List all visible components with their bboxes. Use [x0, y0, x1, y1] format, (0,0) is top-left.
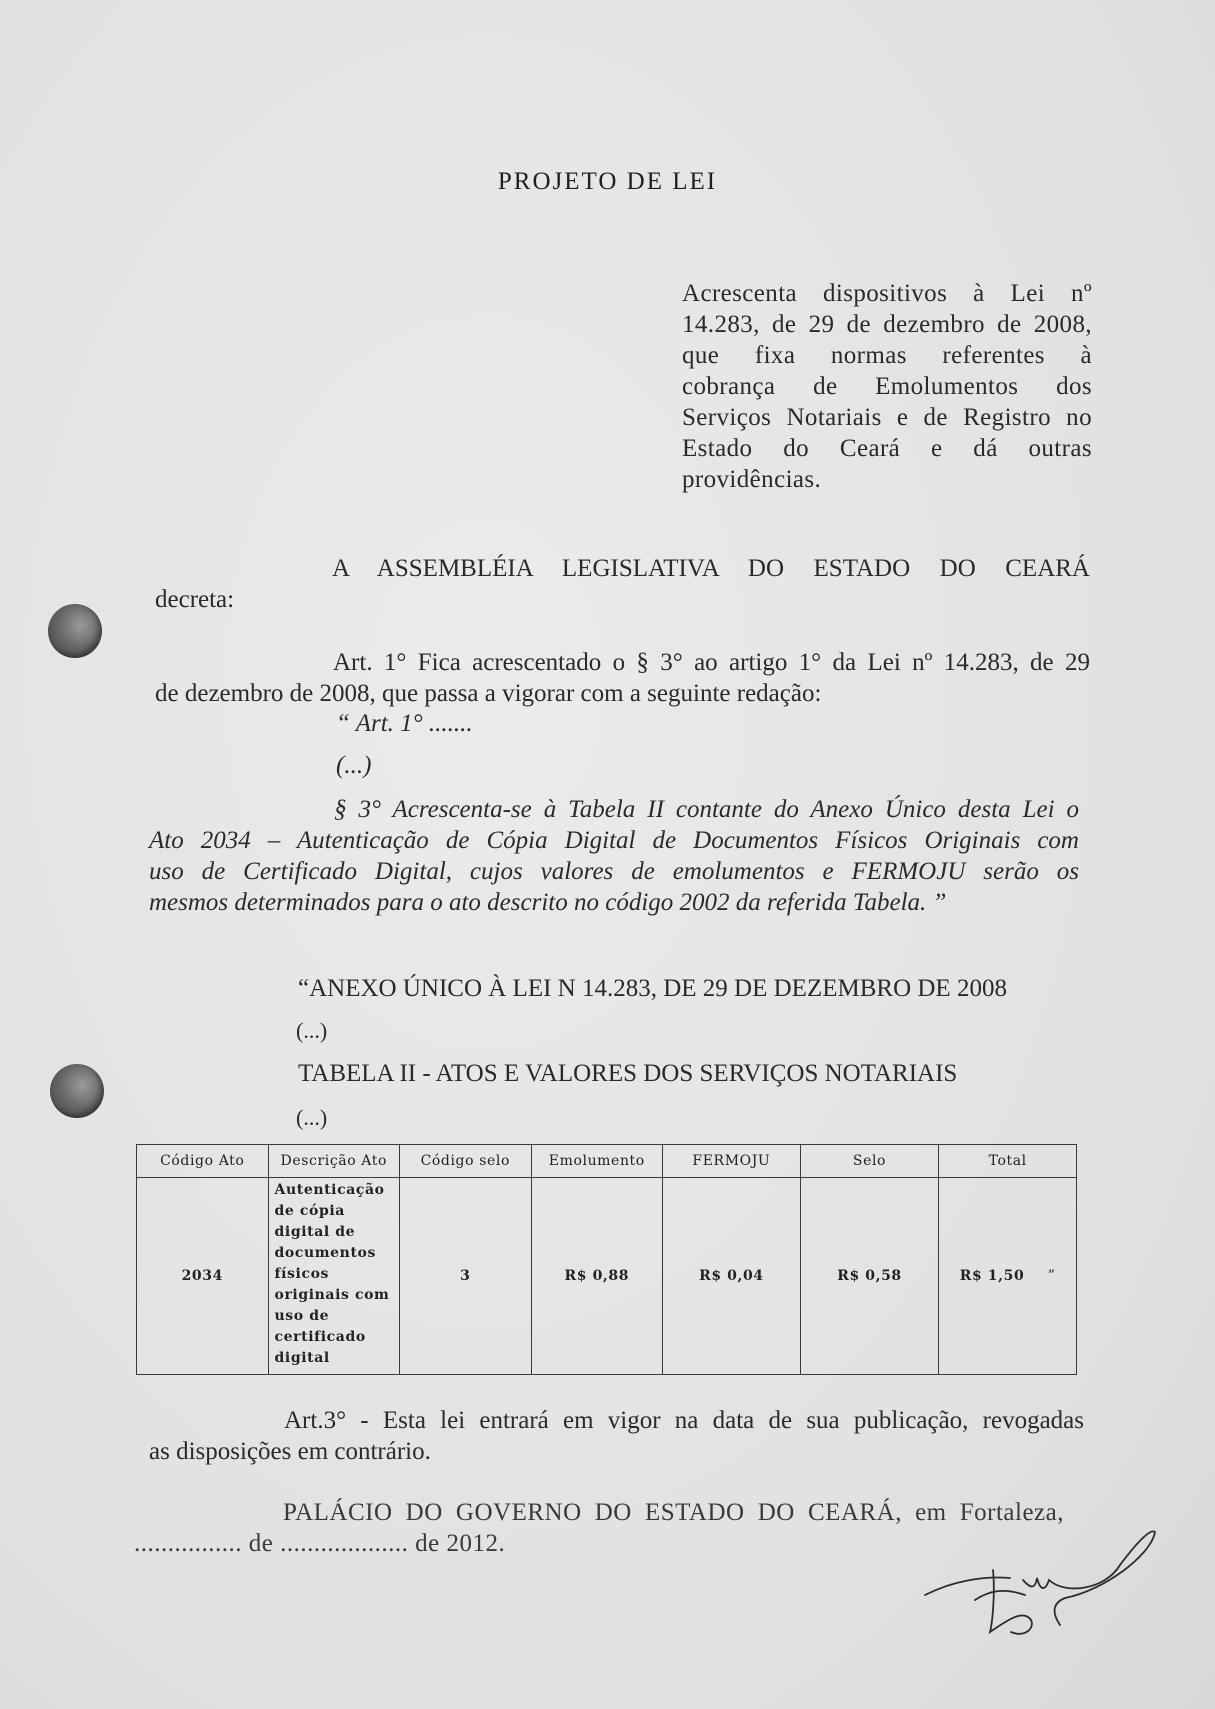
- document-title: PROJETO DE LEI: [497, 168, 718, 195]
- ementa-line: que fixa normas referentes à: [682, 342, 1092, 369]
- table-header-cell: Código Ato: [137, 1145, 269, 1178]
- descricao-line: originais com: [274, 1287, 390, 1303]
- table-header-cell: Selo: [800, 1145, 939, 1178]
- annex-heading: “ANEXO ÚNICO À LEI N 14.283, DE 29 DE DEZEMBRO DE 2008: [298, 975, 1007, 1002]
- para3-line: Ato 2034 – Autenticação de Cópia Digital de Documentos Físicos Originais com: [149, 827, 1079, 854]
- descricao-line: de cópia: [274, 1203, 345, 1219]
- signature: [915, 1510, 1165, 1650]
- cell-codigo-ato: 2034: [137, 1178, 269, 1375]
- ementa-line: 14.283, de 29 de dezembro de 2008,: [682, 311, 1092, 338]
- art1-line-1: Art. 1° Fica acrescentado o § 3° ao artigo 1° da Lei nº 14.283, de 29: [333, 649, 1090, 676]
- punch-hole-top: [48, 604, 102, 658]
- table-title: TABELA II - ATOS E VALORES DOS SERVIÇOS NOTARIAIS: [298, 1060, 958, 1087]
- art3-line-2: as disposições em contrário.: [149, 1438, 431, 1465]
- table-header-cell: Emolumento: [531, 1145, 663, 1178]
- ementa-line: providências.: [682, 466, 822, 493]
- article-3: [149, 1405, 1084, 1467]
- total-value: R$ 1,50: [959, 1268, 1025, 1284]
- table-header-cell: Descrição Ato: [268, 1145, 400, 1178]
- quote-start: “ Art. 1° .......: [336, 710, 473, 737]
- table-row: [137, 1178, 1077, 1375]
- para3-line: uso de Certificado Digital, cujos valores de emolumentos e FERMOJU serão os: [149, 858, 1079, 885]
- quote-ellipsis: (...): [336, 752, 372, 779]
- para3-line: § 3° Acrescenta-se à Tabela II contante do Anexo Único desta Lei o: [334, 796, 1079, 823]
- table-header-cell: Código selo: [400, 1145, 532, 1178]
- decree-line-1: A ASSEMBLÉIA LEGISLATIVA DO ESTADO DO CEARÁ: [332, 555, 1090, 582]
- ementa-line: Acrescenta dispositivos à Lei nº: [682, 280, 1092, 307]
- art1-line-2: de dezembro de 2008, que passa a vigorar com a seguinte redação:: [155, 680, 822, 707]
- descricao-line: uso de: [274, 1308, 330, 1324]
- table-header-row: [137, 1145, 1077, 1178]
- para3-line: mesmos determinados para o ato descrito no código 2002 da referida Tabela. ”: [149, 889, 947, 916]
- closing-quote: ”: [1047, 1268, 1056, 1284]
- closing-line-2: ................ de ................... de 2012.: [134, 1530, 506, 1557]
- cell-codigo-selo: 3: [400, 1178, 532, 1375]
- art3-line-1: Art.3° - Esta lei entrará em vigor na data de sua publicação, revogadas: [284, 1407, 1084, 1434]
- decree-paragraph: [155, 553, 1090, 615]
- acts-table: [136, 1144, 1077, 1375]
- cell-descricao: [268, 1178, 400, 1375]
- cell-fermoju: R$ 0,04: [663, 1178, 801, 1375]
- cell-total: [939, 1178, 1077, 1375]
- annex-ellipsis-1: (...): [296, 1018, 328, 1043]
- decree-line-2: decreta:: [155, 586, 235, 613]
- punch-hole-bottom: [50, 1064, 104, 1118]
- ementa-line: cobrança de Emolumentos dos: [682, 373, 1092, 400]
- ementa-line: Serviços Notariais e de Registro no: [682, 404, 1092, 431]
- article-1: [155, 647, 1090, 709]
- descricao-line: digital de: [274, 1224, 356, 1240]
- table-header-cell: FERMOJU: [663, 1145, 801, 1178]
- descricao-line: documentos: [274, 1245, 376, 1261]
- closing-line-1: PALÁCIO DO GOVERNO DO ESTADO DO CEARÁ, em Fortaleza,: [283, 1499, 1064, 1526]
- descricao-line: físicos: [274, 1266, 330, 1282]
- ementa: [682, 278, 1092, 495]
- paragraph-3: [149, 794, 1079, 918]
- annex-ellipsis-2: (...): [296, 1105, 328, 1130]
- cell-selo: R$ 0,58: [800, 1178, 939, 1375]
- descricao-line: certificado: [274, 1329, 366, 1345]
- cell-emolumento: R$ 0,88: [531, 1178, 663, 1375]
- descricao-line: digital: [274, 1350, 330, 1366]
- descricao-line: Autenticação: [274, 1182, 385, 1198]
- table-header-cell: Total: [939, 1145, 1077, 1178]
- ementa-line: Estado do Ceará e dá outras: [682, 435, 1092, 462]
